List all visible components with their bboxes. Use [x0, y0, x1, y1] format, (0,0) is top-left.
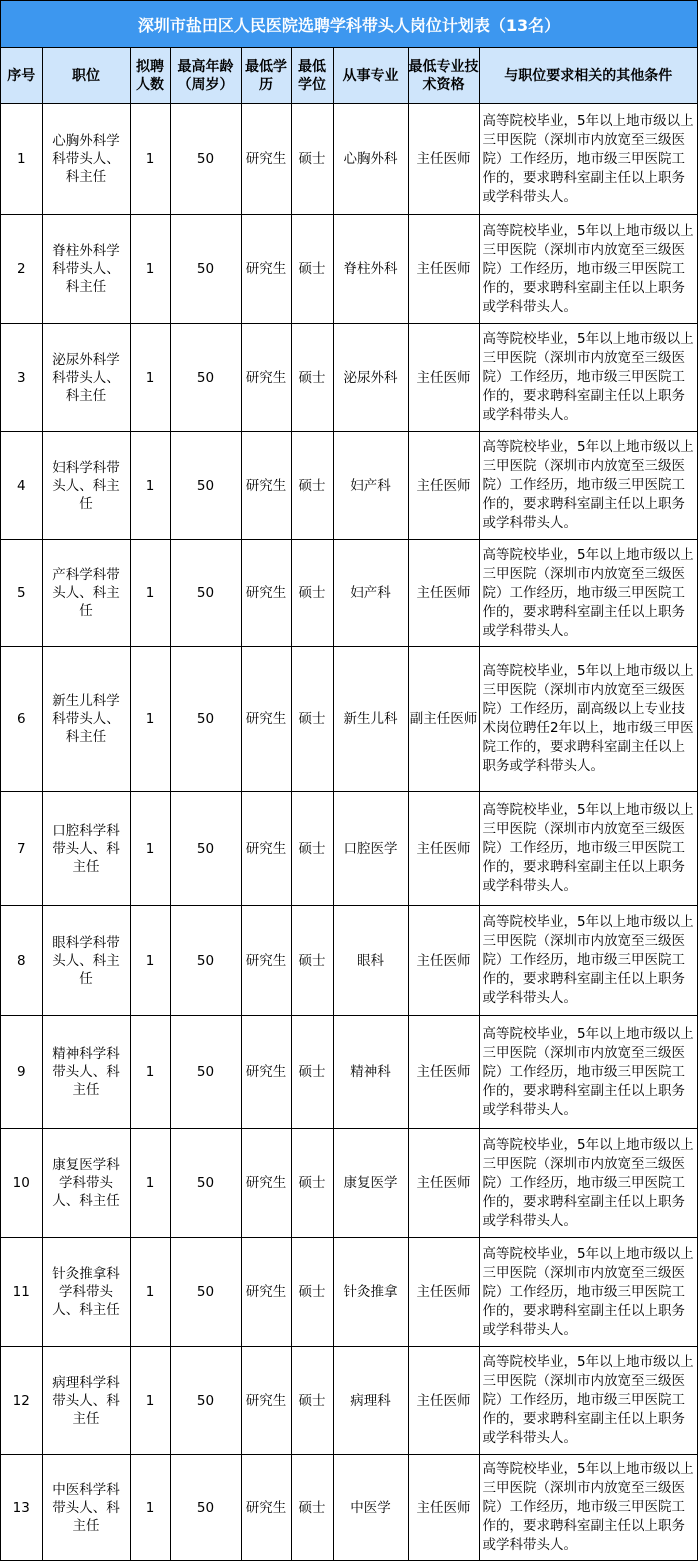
cell-count: 1 [130, 540, 170, 647]
cell-position: 心胸外科学科带头人、科主任 [42, 104, 130, 215]
cell-position: 中医科学科带头人、科主任 [42, 1455, 130, 1561]
cell-max-age: 50 [170, 792, 241, 906]
cell-position: 妇科学科带头人、科主任 [42, 432, 130, 540]
cell-no: 2 [1, 215, 42, 324]
header-position: 职位 [42, 48, 130, 104]
cell-education: 研究生 [241, 1455, 291, 1561]
cell-max-age: 50 [170, 1238, 241, 1347]
table-row [1, 1347, 697, 1455]
cell-no: 6 [1, 647, 42, 792]
cell-other: 高等院校毕业，5年以上地市级以上三甲医院（深圳市内放宽至三级医院）工作经历，地市级三甲医院工作的，要求聘科室副主任以上职务或学科带头人。 [479, 1016, 697, 1129]
cell-no: 5 [1, 540, 42, 647]
table-row [1, 792, 697, 906]
cell-qualification: 主任医师 [408, 540, 479, 647]
cell-count: 1 [130, 1455, 170, 1561]
cell-other: 高等院校毕业，5年以上地市级以上三甲医院（深圳市内放宽至三级医院）工作经历，地市级三甲医院工作的，要求聘科室副主任以上职务或学科带头人。 [479, 324, 697, 432]
cell-degree: 硕士 [291, 104, 333, 215]
cell-no: 12 [1, 1347, 42, 1455]
cell-no: 3 [1, 324, 42, 432]
cell-no: 9 [1, 1016, 42, 1129]
cell-qualification: 主任医师 [408, 906, 479, 1016]
cell-education: 研究生 [241, 215, 291, 324]
cell-max-age: 50 [170, 1129, 241, 1238]
cell-other: 高等院校毕业，5年以上地市级以上三甲医院（深圳市内放宽至三级医院）工作经历，副高级以上专业技术岗位聘任2年以上，地市级三甲医院工作的，要求聘科室副主任以上职务或学科带头人。 [479, 647, 697, 792]
cell-max-age: 50 [170, 1016, 241, 1129]
recruitment-table [1, 48, 697, 1561]
cell-qualification: 主任医师 [408, 1347, 479, 1455]
table-row [1, 1129, 697, 1238]
cell-max-age: 50 [170, 215, 241, 324]
cell-qualification: 主任医师 [408, 1455, 479, 1561]
cell-qualification: 主任医师 [408, 1016, 479, 1129]
cell-other: 高等院校毕业，5年以上地市级以上三甲医院（深圳市内放宽至三级医院）工作经历，地市级三甲医院工作的，要求聘科室副主任以上职务或学科带头人。 [479, 432, 697, 540]
cell-position: 针灸推拿科学科带头人、科主任 [42, 1238, 130, 1347]
cell-degree: 硕士 [291, 647, 333, 792]
cell-other: 高等院校毕业，5年以上地市级以上三甲医院（深圳市内放宽至三级医院）工作经历，地市级三甲医院工作的，要求聘科室副主任以上职务或学科带头人。 [479, 792, 697, 906]
cell-education: 研究生 [241, 792, 291, 906]
cell-qualification: 主任医师 [408, 215, 479, 324]
cell-no: 8 [1, 906, 42, 1016]
cell-count: 1 [130, 647, 170, 792]
cell-max-age: 50 [170, 432, 241, 540]
cell-count: 1 [130, 792, 170, 906]
table-row [1, 906, 697, 1016]
header-row [1, 48, 697, 104]
cell-specialty: 中医学 [333, 1455, 408, 1561]
cell-degree: 硕士 [291, 792, 333, 906]
cell-specialty: 妇产科 [333, 540, 408, 647]
table-row [1, 104, 697, 215]
cell-qualification: 主任医师 [408, 104, 479, 215]
cell-specialty: 针灸推拿 [333, 1238, 408, 1347]
header-no: 序号 [1, 48, 42, 104]
cell-no: 10 [1, 1129, 42, 1238]
cell-education: 研究生 [241, 647, 291, 792]
cell-qualification: 副主任医师 [408, 647, 479, 792]
cell-max-age: 50 [170, 647, 241, 792]
cell-count: 1 [130, 1129, 170, 1238]
cell-count: 1 [130, 1016, 170, 1129]
cell-max-age: 50 [170, 906, 241, 1016]
header-qualification: 最低专业技术资格 [408, 48, 479, 104]
cell-degree: 硕士 [291, 432, 333, 540]
cell-qualification: 主任医师 [408, 324, 479, 432]
cell-qualification: 主任医师 [408, 432, 479, 540]
cell-education: 研究生 [241, 1238, 291, 1347]
cell-count: 1 [130, 104, 170, 215]
cell-position: 康复医学科学科带头人、科主任 [42, 1129, 130, 1238]
cell-education: 研究生 [241, 324, 291, 432]
header-degree: 最低学位 [291, 48, 333, 104]
cell-degree: 硕士 [291, 1129, 333, 1238]
cell-qualification: 主任医师 [408, 1129, 479, 1238]
cell-education: 研究生 [241, 540, 291, 647]
cell-max-age: 50 [170, 540, 241, 647]
cell-specialty: 脊柱外科 [333, 215, 408, 324]
cell-position: 口腔科学科带头人、科主任 [42, 792, 130, 906]
table-row [1, 324, 697, 432]
cell-qualification: 主任医师 [408, 792, 479, 906]
cell-other: 高等院校毕业，5年以上地市级以上三甲医院（深圳市内放宽至三级医院）工作经历，地市级三甲医院工作的，要求聘科室副主任以上职务或学科带头人。 [479, 540, 697, 647]
cell-no: 4 [1, 432, 42, 540]
cell-degree: 硕士 [291, 1347, 333, 1455]
cell-other: 高等院校毕业，5年以上地市级以上三甲医院（深圳市内放宽至三级医院）工作经历，地市级三甲医院工作的，要求聘科室副主任以上职务或学科带头人。 [479, 1129, 697, 1238]
cell-no: 11 [1, 1238, 42, 1347]
cell-other: 高等院校毕业，5年以上地市级以上三甲医院（深圳市内放宽至三级医院）工作经历，地市级三甲医院工作的，要求聘科室副主任以上职务或学科带头人。 [479, 104, 697, 215]
header-specialty: 从事专业 [333, 48, 408, 104]
cell-degree: 硕士 [291, 1455, 333, 1561]
cell-specialty: 妇产科 [333, 432, 408, 540]
cell-max-age: 50 [170, 324, 241, 432]
cell-count: 1 [130, 906, 170, 1016]
cell-no: 1 [1, 104, 42, 215]
table-row [1, 1455, 697, 1561]
cell-specialty: 病理科 [333, 1347, 408, 1455]
cell-degree: 硕士 [291, 324, 333, 432]
cell-other: 高等院校毕业，5年以上地市级以上三甲医院（深圳市内放宽至三级医院）工作经历，地市级三甲医院工作的，要求聘科室副主任以上职务或学科带头人。 [479, 1347, 697, 1455]
cell-degree: 硕士 [291, 906, 333, 1016]
cell-education: 研究生 [241, 1016, 291, 1129]
header-count: 拟聘人数 [130, 48, 170, 104]
cell-position: 脊柱外科学科带头人、科主任 [42, 215, 130, 324]
cell-no: 7 [1, 792, 42, 906]
cell-degree: 硕士 [291, 1238, 333, 1347]
cell-qualification: 主任医师 [408, 1238, 479, 1347]
cell-specialty: 心胸外科 [333, 104, 408, 215]
cell-max-age: 50 [170, 104, 241, 215]
cell-degree: 硕士 [291, 540, 333, 647]
cell-education: 研究生 [241, 906, 291, 1016]
table-row [1, 215, 697, 324]
table-row [1, 432, 697, 540]
cell-specialty: 康复医学 [333, 1129, 408, 1238]
cell-position: 病理科学科带头人、科主任 [42, 1347, 130, 1455]
cell-count: 1 [130, 432, 170, 540]
table-row [1, 647, 697, 792]
cell-education: 研究生 [241, 432, 291, 540]
cell-max-age: 50 [170, 1455, 241, 1561]
table-title: 深圳市盐田区人民医院选聘学科带头人岗位计划表（13名） [1, 0, 697, 48]
cell-max-age: 50 [170, 1347, 241, 1455]
cell-specialty: 口腔医学 [333, 792, 408, 906]
cell-specialty: 新生儿科 [333, 647, 408, 792]
header-max-age: 最高年龄（周岁） [170, 48, 241, 104]
cell-specialty: 泌尿外科 [333, 324, 408, 432]
header-other: 与职位要求相关的其他条件 [479, 48, 697, 104]
cell-other: 高等院校毕业，5年以上地市级以上三甲医院（深圳市内放宽至三级医院）工作经历，地市级三甲医院工作的，要求聘科室副主任以上职务或学科带头人。 [479, 906, 697, 1016]
cell-education: 研究生 [241, 1347, 291, 1455]
cell-position: 精神科学科带头人、科主任 [42, 1016, 130, 1129]
cell-position: 泌尿外科学科带头人、科主任 [42, 324, 130, 432]
cell-count: 1 [130, 324, 170, 432]
header-education: 最低学历 [241, 48, 291, 104]
cell-education: 研究生 [241, 104, 291, 215]
cell-count: 1 [130, 215, 170, 324]
cell-count: 1 [130, 1347, 170, 1455]
cell-position: 新生儿科学科带头人、科主任 [42, 647, 130, 792]
table-row [1, 1016, 697, 1129]
table-row [1, 540, 697, 647]
cell-other: 高等院校毕业，5年以上地市级以上三甲医院（深圳市内放宽至三级医院）工作经历，地市级三甲医院工作的，要求聘科室副主任以上职务或学科带头人。 [479, 1238, 697, 1347]
cell-education: 研究生 [241, 1129, 291, 1238]
table-row [1, 1238, 697, 1347]
cell-position: 眼科学科带头人、科主任 [42, 906, 130, 1016]
cell-other: 高等院校毕业，5年以上地市级以上三甲医院（深圳市内放宽至三级医院）工作经历，地市级三甲医院工作的，要求聘科室副主任以上职务或学科带头人。 [479, 215, 697, 324]
cell-specialty: 眼科 [333, 906, 408, 1016]
cell-specialty: 精神科 [333, 1016, 408, 1129]
cell-position: 产科学科带头人、科主任 [42, 540, 130, 647]
cell-count: 1 [130, 1238, 170, 1347]
cell-degree: 硕士 [291, 215, 333, 324]
cell-degree: 硕士 [291, 1016, 333, 1129]
cell-no: 13 [1, 1455, 42, 1561]
cell-other: 高等院校毕业，5年以上地市级以上三甲医院（深圳市内放宽至三级医院）工作经历，地市级三甲医院工作的，要求聘科室副主任以上职务或学科带头人。 [479, 1455, 697, 1561]
